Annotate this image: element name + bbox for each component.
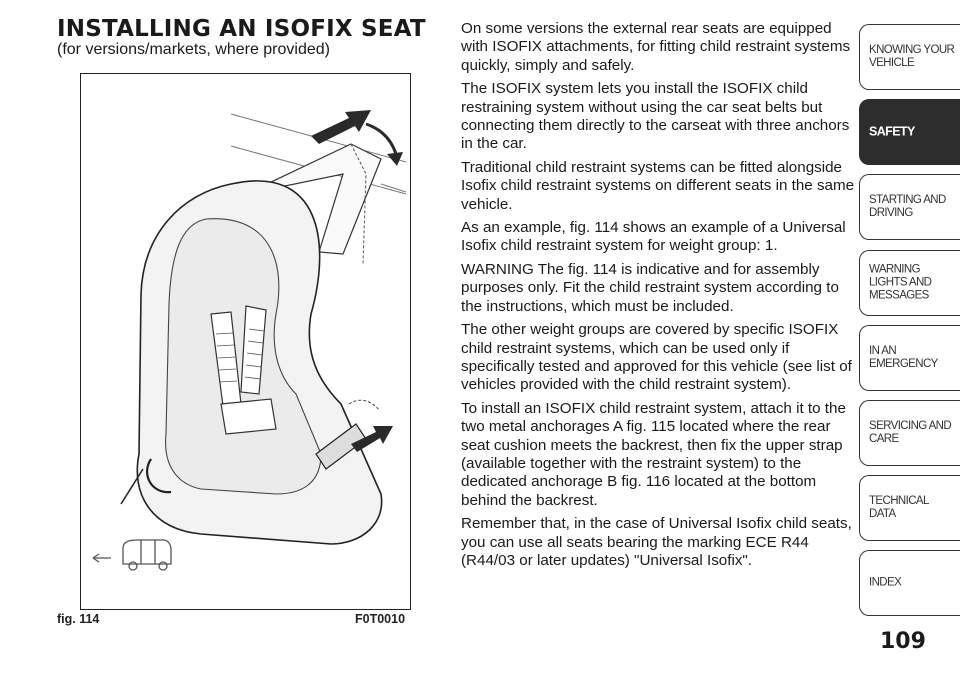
figure-caption: fig. 114 [57,612,100,626]
section-heading: INSTALLING AN ISOFIX SEAT [57,16,426,42]
body-text [461,20,856,575]
push-arrow-top [311,110,371,144]
chapter-tabs [859,24,960,626]
warning-paragraph: WARNING The fig. 114 is indicative and for assembly purposes only. Fit the child restraint system according to the instructions, which must be included. [461,260,839,315]
car-side-view-icon [93,540,171,570]
tab-technical-data[interactable] [859,475,960,541]
figure-code: F0T0010 [355,612,406,626]
section-subheading: (for versions/markets, where provided) [57,41,330,58]
figure-114-illustration [80,73,411,610]
tab-warning-lights-and-messages[interactable] [859,250,960,316]
tab-servicing-and-care[interactable] [859,400,960,466]
tab-label: WARNING LIGHTS AND MESSAGES [869,263,932,302]
paragraph: To install an ISOFIX child restraint system, attach it to the two metal anchorages A fig. 115 located where the rear seat cushion meets the backrest, then fix the upper strap (available together with the restraint system) to the dedicated anchorage B fig. 116 located at the bottom behind the backrest. [461,399,846,509]
tab-label: TECHNICAL DATA [869,495,929,521]
child-seat-illustration [81,74,412,611]
paragraph: Traditional child restraint systems can be fitted alongside Isofix child restraint systems on different seats in the same vehicle. [461,158,855,213]
tab-label: SAFETY [869,124,915,139]
tab-label: KNOWING YOUR VEHICLE [869,44,955,69]
paragraph: The other weight groups are covered by specific ISOFIX child restraint systems, which can be used only if specifically tested and approved for this vehicle (see list of vehicles provided with the child restraint system). [461,321,852,394]
tab-safety[interactable] [859,99,960,165]
tab-index[interactable] [859,550,960,616]
tab-label: SERVICING AND CARE [869,419,952,445]
tab-starting-and-driving[interactable] [859,174,960,240]
paragraph: As an example, fig. 114 shows an example of a Universal Isofix child restraint system for weight group: 1. [461,219,846,255]
tab-in-an-emergency[interactable] [859,325,960,391]
page-number: 109 [880,629,926,654]
tab-label: STARTING AND DRIVING [869,194,946,220]
paragraph: The ISOFIX system lets you install the ISOFIX child restraining system without using the car seat belts but connecting them directly to the carseat with three anchors in the car. [461,80,850,153]
paragraph: On some versions the external rear seats are equipped with ISOFIX attachments, for fitting child restraint systems quickly, simply and safely. [461,20,851,74]
paragraph: Remember that, in the case of Universal Isofix child seats, you can use all seats bearing the marking ECE R44 (R44/03 or later updates) "Universal Isofix". [461,515,852,569]
tab-label: IN AN EMERGENCY [869,344,938,370]
tab-label: INDEX [869,576,902,589]
tab-knowing-your-vehicle[interactable] [859,24,960,90]
